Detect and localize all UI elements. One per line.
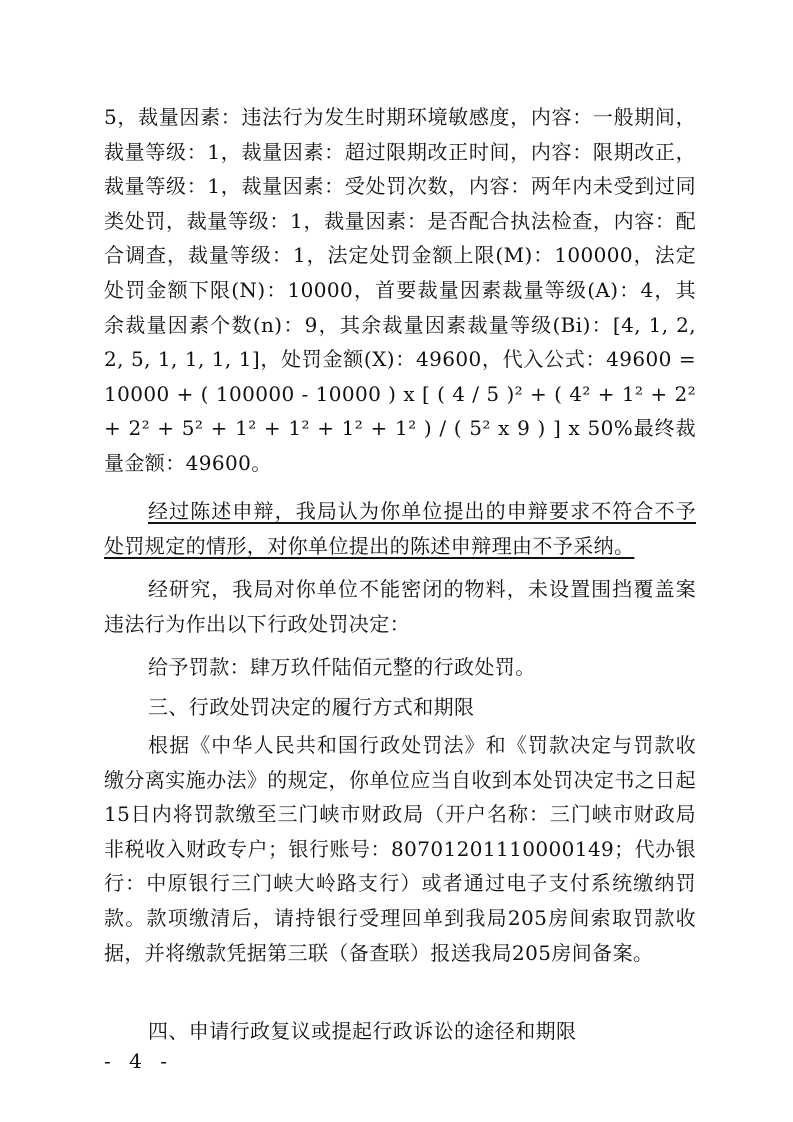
fine-amount-paragraph: 给予罚款：肆万玖仟陆佰元整的行政处罚。 [148,655,536,679]
discretion-calculation-paragraph: 5，裁量因素：违法行为发生时期环境敏感度，内容：一般期间，裁量等级：1，裁量因素：超过限期改正时间，内容：限期改正，裁量等级：1，裁量因素：受处罚次数，内容：两年内未受到过同类处罚，裁量等级：1，裁量因素：是否配合执法检查，内容：配合调查，裁量等级：1，法定处罚金额上限(M)：100000，法定处罚金额下限(N)：10000，首要裁量因素裁量等级(A)：4，其余裁量因素个数(n)：9，其余裁量因素裁量等级(Bi)：[4, 1, 2, 2, 5, 1, 1, 1, 1]，处罚金额(X)：49600，代入公式：49600 = 10000 + ( 100000 - 10000 ) x [ ( 4 / 5 )² + ( 4² + 1² + 2² + 2² + 5² + 1² + 1² + 1² + 1² ) / ( 5² x 9 ) ] x 50%最终裁量金额：49600。 [104,105,696,475]
section-heading-payment: 三、行政处罚决定的履行方式和期限 [148,695,475,719]
section-heading-appeal: 四、申请行政复议或提起行政诉讼的途径和期限 [148,1019,577,1043]
penalty-decision-intro-paragraph: 经研究，我局对你单位不能密闭的物料，未设置围挡覆盖案违法行为作出以下行政处罚决定： [104,577,696,636]
defense-response-paragraph: 经过陈述申辩，我局认为你单位提出的申辩要求不符合不予处罚规定的情形，对你单位提出的陈述申辩理由不予采纳。 [104,499,696,558]
page-number: - 4 - [104,1049,173,1073]
payment-instructions-paragraph: 根据《中华人民共和国行政处罚法》和《罚款决定与罚款收缴分离实施办法》的规定，你单位应当自收到本处罚决定书之日起15日内将罚款缴至三门峡市财政局（开户名称：三门峡市财政局非税收入财政专户；银行账号：80701201110000149；代办银行：中原银行三门峡大岭路支行）或者通过电子支付系统缴纳罚款。款项缴清后，请持银行受理回单到我局205房间索取罚款收据，并将缴款凭据第三联（备查联）报送我局205房间备案。 [104,733,696,965]
